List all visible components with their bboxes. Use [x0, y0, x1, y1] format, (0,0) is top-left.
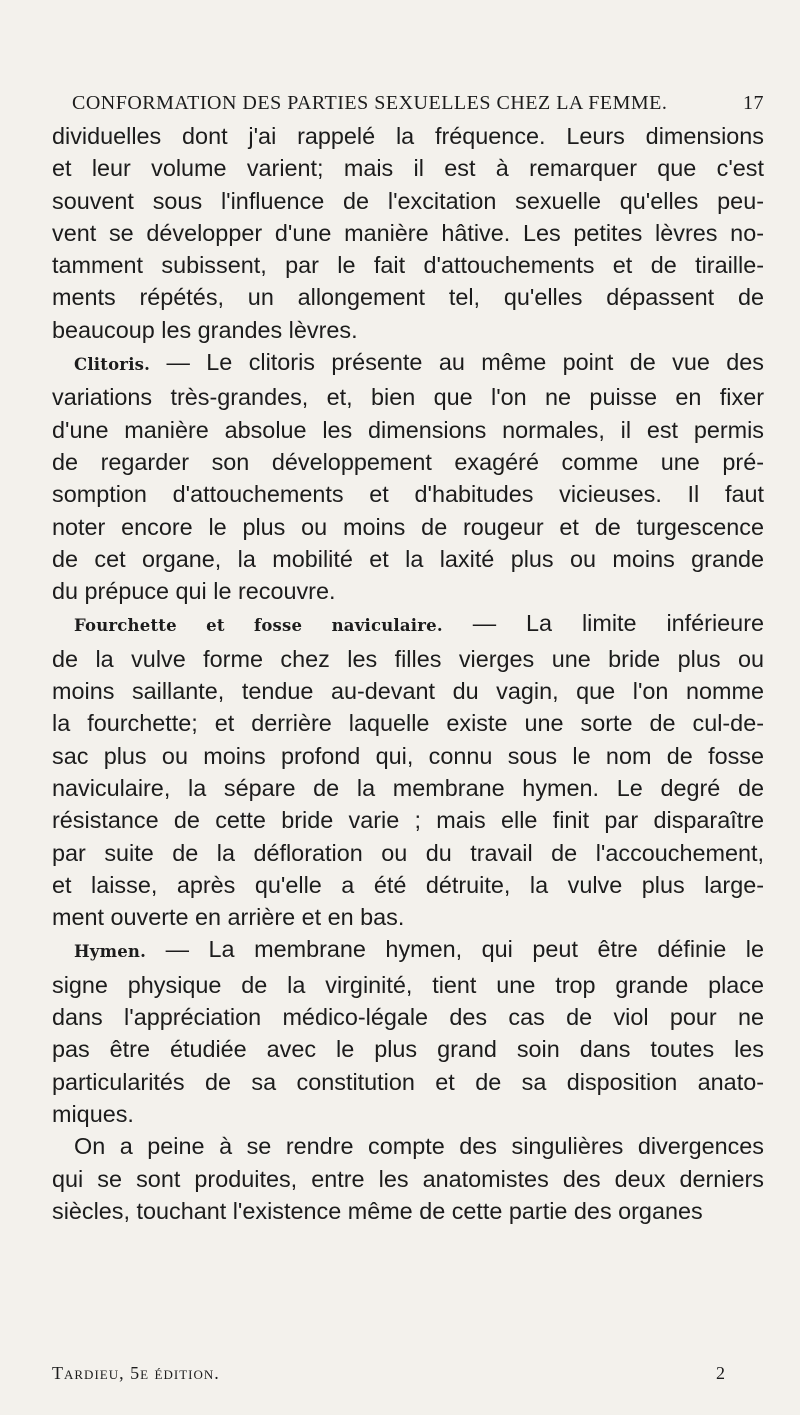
- text-line: et leur volume varient; mais il est à remarquer que c'est: [52, 155, 764, 182]
- running-header: [72, 92, 764, 120]
- footer-author-edition: Tardieu, 5e édition.: [52, 1363, 220, 1383]
- text-line: sac plus ou moins profond qui, connu sous le nom de fosse: [52, 742, 764, 769]
- text-line: siècles, touchant l'existence même de cette partie des organes: [52, 1197, 703, 1224]
- rubric-continuation: On a peine à se rendre compte des singulières divergences: [74, 1133, 764, 1160]
- paragraph: [52, 933, 764, 1130]
- text-line: tamment subissent, par le fait d'attouchements et de tiraille-: [52, 252, 764, 279]
- section-rubric: Hymen.: [74, 942, 147, 962]
- text-line: d'une manière absolue les dimensions normales, il est permis: [52, 416, 764, 443]
- text-line: [52, 1130, 764, 1162]
- text-line: de regarder son développement exagéré comme une pré-: [52, 448, 764, 475]
- text-line: par suite de la défloration ou du travail de l'accouchement,: [52, 839, 764, 866]
- rubric-continuation: — La limite inférieure: [442, 610, 764, 637]
- text-line: miques.: [52, 1100, 134, 1127]
- paragraph: [52, 120, 764, 346]
- paragraph: [52, 346, 764, 607]
- text-line: ments répétés, un allongement tel, qu'elles dépassent de: [52, 284, 764, 311]
- text-line: de cet organe, la mobilité et la laxité plus ou moins grande: [52, 545, 764, 572]
- paragraph: [52, 607, 764, 933]
- text-line: [52, 933, 764, 968]
- text-line: la fourchette; et derrière laquelle existe une sorte de cul-de-: [52, 710, 764, 737]
- section-rubric: Clitoris.: [74, 355, 151, 375]
- text-line: naviculaire, la sépare de la membrane hymen. Le degré de: [52, 774, 764, 801]
- text-line: pas être étudiée avec le plus grand soin dans toutes les: [52, 1036, 764, 1063]
- paragraph: [52, 1130, 764, 1227]
- text-line: [52, 346, 764, 381]
- text-line: de la vulve forme chez les filles vierges une bride plus ou: [52, 645, 764, 672]
- body-text: [52, 120, 764, 1227]
- text-line: vent se développer d'une manière hâtive. Les petites lèvres no-: [52, 219, 764, 246]
- section-rubric: Fourchette et fosse naviculaire.: [74, 616, 443, 636]
- text-line: variations très-grandes, et, bien que l'on ne puisse en fixer: [52, 384, 764, 411]
- text-line: moins saillante, tendue au-devant du vagin, que l'on nomme: [52, 678, 764, 705]
- text-line: du prépuce qui le recouvre.: [52, 578, 336, 605]
- text-line: dividuelles dont j'ai rappelé la fréquence. Leurs dimensions: [52, 123, 764, 149]
- page-number: 17: [743, 92, 764, 114]
- text-line: signe physique de la virginité, tient une trop grande place: [52, 971, 764, 998]
- text-line: résistance de cette bride varie ; mais elle finit par disparaître: [52, 807, 764, 834]
- text-line: beaucoup les grandes lèvres.: [52, 316, 358, 343]
- text-line: dans l'appréciation médico-légale des cas de viol pour ne: [52, 1004, 764, 1031]
- signature-mark: 2: [716, 1363, 726, 1383]
- page-body: [52, 92, 764, 1227]
- rubric-continuation: — Le clitoris présente au même point de vue des: [150, 349, 764, 376]
- text-line: qui se sont produites, entre les anatomistes des deux derniers: [52, 1165, 764, 1192]
- text-line: somption d'attouchements et d'habitudes vicieuses. Il faut: [52, 481, 764, 508]
- text-line: noter encore le plus ou moins de rougeur et de turgescence: [52, 513, 764, 540]
- text-line: ment ouverte en arrière et en bas.: [52, 904, 405, 931]
- text-line: et laisse, après qu'elle a été détruite, la vulve plus large-: [52, 871, 764, 898]
- text-line: souvent sous l'influence de l'excitation sexuelle qu'elles peu-: [52, 187, 764, 214]
- rubric-continuation: — La membrane hymen, qui peut être définie le: [146, 936, 764, 963]
- text-line: [52, 607, 764, 642]
- text-line: particularités de sa constitution et de sa disposition anato-: [52, 1068, 764, 1095]
- running-title: CONFORMATION DES PARTIES SEXUELLES CHEZ LA FEMME.: [72, 92, 668, 114]
- page-footer: [52, 1363, 764, 1384]
